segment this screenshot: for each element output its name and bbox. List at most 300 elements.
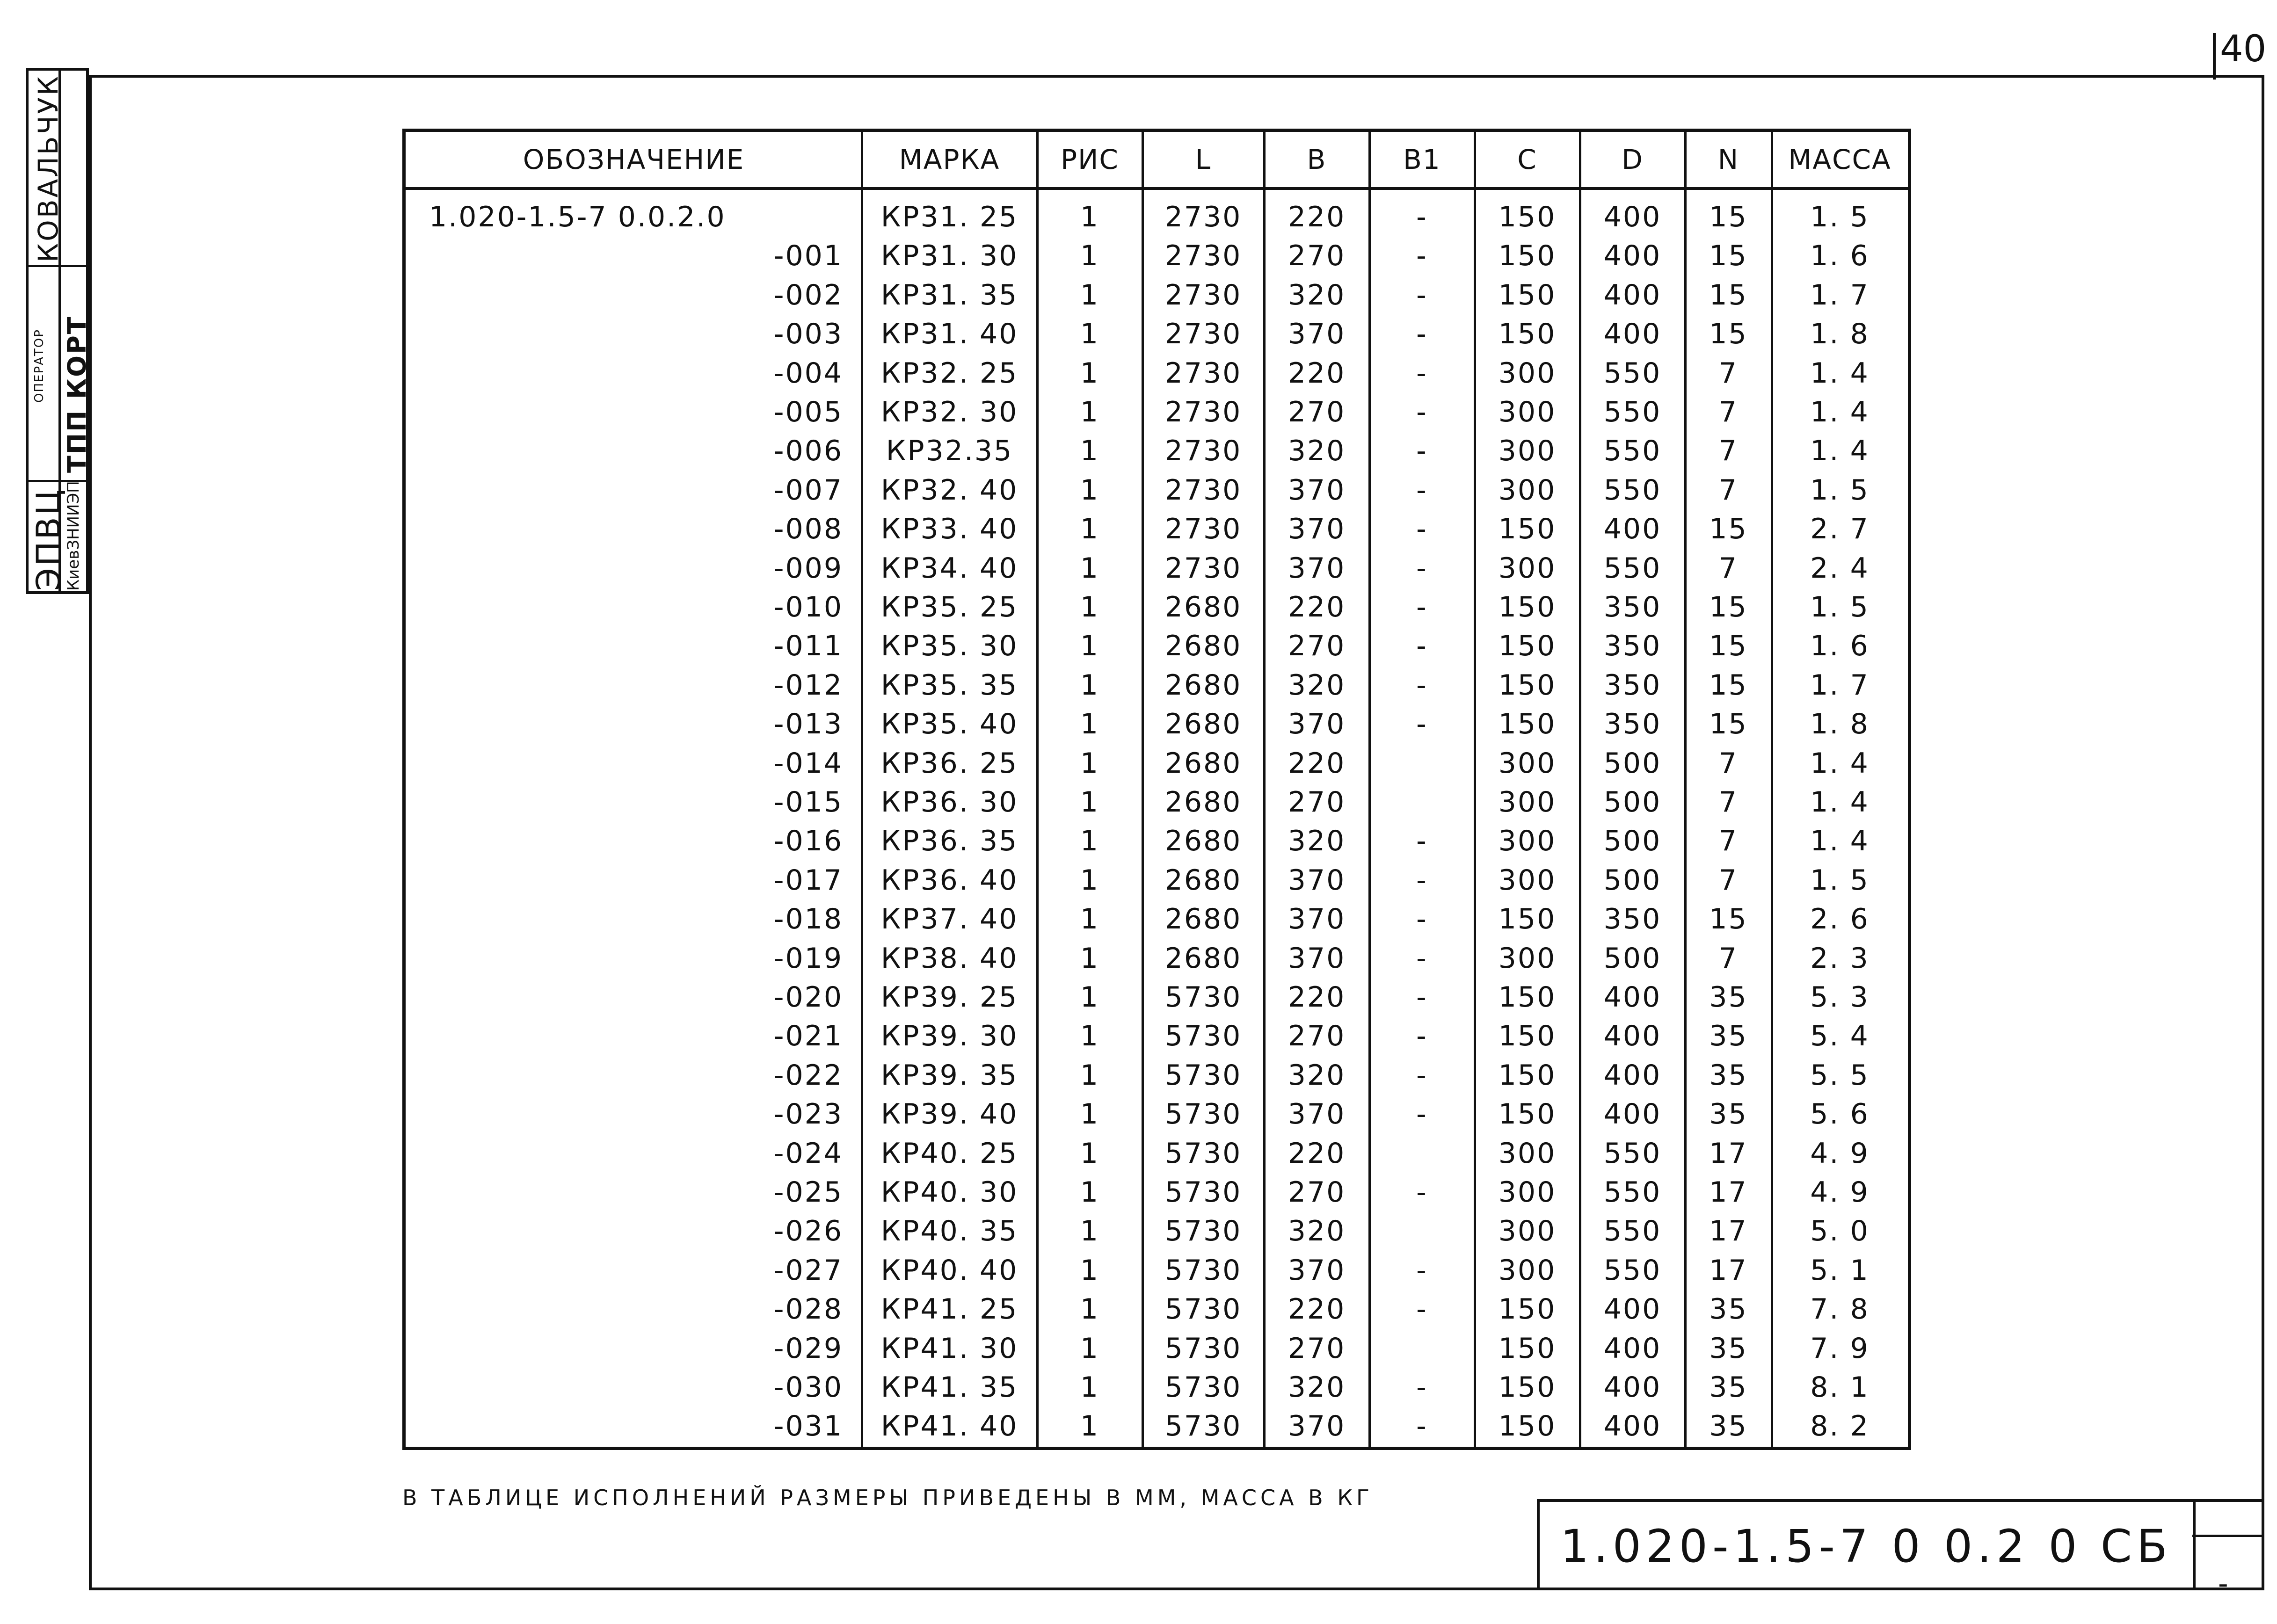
table-row <box>406 197 1908 237</box>
cell-mark: КР35. 40 <box>880 708 1018 741</box>
cell-mark: КР41. 40 <box>880 1410 1018 1443</box>
cell-mark: КР39. 35 <box>880 1058 1018 1092</box>
cell-c: 150 <box>1498 708 1557 741</box>
cell-mark: КР31. 25 <box>880 201 1018 233</box>
cell-mark: КР36. 40 <box>880 863 1018 897</box>
cell-fig: 1 <box>1080 825 1100 858</box>
cell-n: 17 <box>1709 1254 1748 1287</box>
cell-designation: -015 <box>773 786 843 819</box>
cell-mark: КР32. 25 <box>880 356 1018 390</box>
table-row <box>406 704 1908 744</box>
cell-c: 300 <box>1498 863 1557 897</box>
cell-fig: 1 <box>1080 903 1100 936</box>
cell-b: 220 <box>1288 747 1346 780</box>
cell-b: 220 <box>1288 1137 1346 1170</box>
cell-b: 270 <box>1288 1176 1346 1209</box>
cell-d: 500 <box>1603 747 1662 780</box>
cell-fig: 1 <box>1080 1058 1100 1092</box>
cell-designation: -018 <box>773 903 843 936</box>
header-designation: ОБОЗНАЧЕНИЕ <box>523 144 745 175</box>
cell-b: 220 <box>1288 591 1346 624</box>
cell-d: 550 <box>1603 1137 1662 1170</box>
cell-mark: КР35. 30 <box>880 630 1018 663</box>
cell-c: 150 <box>1498 201 1557 233</box>
cell-d: 550 <box>1603 1215 1662 1248</box>
cell-d: 400 <box>1603 1293 1662 1326</box>
cell-mass: 1. 5 <box>1810 591 1870 624</box>
cell-b: 270 <box>1288 786 1346 819</box>
cell-b1: - <box>1416 1098 1428 1131</box>
header-l: L <box>1195 144 1212 175</box>
table-row <box>406 431 1908 471</box>
cell-designation: -022 <box>773 1058 843 1092</box>
cell-b1: - <box>1416 1293 1428 1326</box>
stamp-org: ЭПВЦ <box>29 488 68 591</box>
cell-b: 370 <box>1288 708 1346 741</box>
cell-l: 5730 <box>1164 1332 1242 1365</box>
header-mark: МАРКА <box>899 144 1000 175</box>
title-block-sheet <box>2192 1499 2264 1600</box>
sheet-mark: - <box>2218 1567 2228 1600</box>
cell-d: 550 <box>1603 435 1662 468</box>
cell-n: 17 <box>1709 1176 1748 1209</box>
cell-fig: 1 <box>1080 747 1100 780</box>
cell-mass: 8. 2 <box>1810 1410 1870 1443</box>
cell-mass: 5. 6 <box>1810 1098 1870 1131</box>
cell-d: 400 <box>1603 201 1662 233</box>
cell-d: 400 <box>1603 278 1662 312</box>
table-row <box>406 666 1908 705</box>
cell-designation: -010 <box>773 591 843 624</box>
table-note: В ТАБЛИЦЕ ИСПОЛНЕНИЙ РАЗМЕРЫ ПРИВЕДЕНЫ В ММ, МАССА В КГ <box>402 1485 1374 1510</box>
cell-b1: - <box>1416 942 1428 975</box>
cell-n: 7 <box>1718 396 1739 428</box>
cell-n: 35 <box>1709 1293 1748 1326</box>
spec-table <box>402 129 1911 1450</box>
cell-l: 2680 <box>1164 903 1242 936</box>
cell-d: 550 <box>1603 356 1662 390</box>
cell-b: 370 <box>1288 513 1346 546</box>
cell-b1: - <box>1416 1020 1428 1053</box>
cell-mark: КР40. 25 <box>880 1137 1018 1170</box>
cell-fig: 1 <box>1080 551 1100 585</box>
cell-mass: 1. 8 <box>1810 708 1870 741</box>
cell-mass: 4. 9 <box>1810 1137 1870 1170</box>
cell-c: 150 <box>1498 903 1557 936</box>
cell-c: 300 <box>1498 825 1557 858</box>
cell-n: 35 <box>1709 1332 1748 1365</box>
cell-b1: - <box>1416 825 1428 858</box>
cell-mass: 8. 1 <box>1810 1371 1870 1404</box>
cell-fig: 1 <box>1080 942 1100 975</box>
cell-d: 500 <box>1603 786 1662 819</box>
cell-mark: КР39. 25 <box>880 981 1018 1014</box>
cell-d: 350 <box>1603 668 1662 702</box>
cell-mark: КР31. 40 <box>880 318 1018 351</box>
table-row <box>406 549 1908 588</box>
cell-l: 5730 <box>1164 1137 1242 1170</box>
cell-mark: КР41. 35 <box>880 1371 1018 1404</box>
cell-designation: -004 <box>773 356 843 390</box>
cell-b1: - <box>1416 1410 1428 1443</box>
cell-b1 <box>1369 1134 1475 1173</box>
table-row <box>406 626 1908 666</box>
cell-l: 2680 <box>1164 708 1242 741</box>
cell-mass: 7. 9 <box>1810 1332 1870 1365</box>
cell-designation: -027 <box>773 1254 843 1287</box>
cell-fig: 1 <box>1080 1215 1100 1248</box>
cell-mark: КР31. 30 <box>880 239 1018 273</box>
table-row <box>406 939 1908 978</box>
cell-l: 2730 <box>1164 239 1242 273</box>
cell-b1: - <box>1416 708 1428 741</box>
cell-b: 220 <box>1288 981 1346 1014</box>
cell-l: 5730 <box>1164 1176 1242 1209</box>
cell-b: 370 <box>1288 318 1346 351</box>
cell-c: 300 <box>1498 1215 1557 1248</box>
cell-mass: 1. 4 <box>1810 747 1870 780</box>
table-row <box>406 236 1908 276</box>
header-rule <box>406 187 1908 190</box>
cell-designation: -003 <box>773 318 843 351</box>
stamp-dept-cell <box>29 267 92 482</box>
cell-mass: 1. 7 <box>1810 668 1870 702</box>
table-row <box>406 821 1908 861</box>
cell-n: 15 <box>1709 239 1748 273</box>
cell-fig: 1 <box>1080 630 1100 663</box>
cell-designation: -012 <box>773 668 843 702</box>
cell-fig: 1 <box>1080 1137 1100 1170</box>
cell-d: 400 <box>1603 318 1662 351</box>
table-row <box>406 1056 1908 1095</box>
cell-mass: 2. 4 <box>1810 551 1870 585</box>
cell-n: 35 <box>1709 1058 1748 1092</box>
cell-l: 2680 <box>1164 747 1242 780</box>
cell-c: 150 <box>1498 1410 1557 1443</box>
cell-n: 15 <box>1709 903 1748 936</box>
cell-d: 400 <box>1603 981 1662 1014</box>
cell-b1 <box>1369 1329 1475 1368</box>
cell-designation: -007 <box>773 473 843 507</box>
cell-n: 17 <box>1709 1137 1748 1170</box>
cell-n: 35 <box>1709 981 1748 1014</box>
cell-mass: 5. 5 <box>1810 1058 1870 1092</box>
cell-mass: 1. 6 <box>1810 630 1870 663</box>
cell-l: 5730 <box>1164 1058 1242 1092</box>
cell-mark: КР32.35 <box>886 435 1013 468</box>
cell-fig: 1 <box>1080 786 1100 819</box>
cell-mass: 5. 3 <box>1810 981 1870 1014</box>
cell-n: 15 <box>1709 513 1748 546</box>
cell-b1 <box>1369 1211 1475 1251</box>
title-block-code: 1.020-1.5-7 0 0.2 0 СБ <box>1537 1499 2196 1590</box>
cell-n: 7 <box>1718 473 1739 507</box>
cell-l: 5730 <box>1164 1098 1242 1131</box>
cell-c: 150 <box>1498 630 1557 663</box>
cell-d: 500 <box>1603 825 1662 858</box>
cell-b1: - <box>1416 903 1428 936</box>
cell-b1: - <box>1416 1176 1428 1209</box>
cell-b: 370 <box>1288 903 1346 936</box>
cell-mark: КР36. 35 <box>880 825 1018 858</box>
approval-stamp <box>26 68 92 594</box>
cell-fig: 1 <box>1080 239 1100 273</box>
cell-designation: -001 <box>773 239 843 273</box>
cell-designation: 1.020-1.5-7 0.0.2.0 <box>429 201 726 233</box>
cell-c: 150 <box>1498 1058 1557 1092</box>
cell-b1: - <box>1416 1254 1428 1287</box>
cell-b1: - <box>1416 201 1428 233</box>
stamp-dept-label: ОПЕРАТОР <box>32 329 46 403</box>
table-row <box>406 276 1908 315</box>
cell-c: 150 <box>1498 513 1557 546</box>
cell-designation: -019 <box>773 942 843 975</box>
cell-n: 7 <box>1718 747 1739 780</box>
cell-b: 320 <box>1288 435 1346 468</box>
cell-n: 15 <box>1709 708 1748 741</box>
cell-l: 5730 <box>1164 1410 1242 1443</box>
cell-mark: КР33. 40 <box>880 513 1018 546</box>
table-row <box>406 1329 1908 1368</box>
cell-b: 220 <box>1288 201 1346 233</box>
cell-mark: КР31. 35 <box>880 278 1018 312</box>
stamp-org-cell <box>29 482 86 594</box>
cell-l: 5730 <box>1164 1020 1242 1053</box>
cell-mass: 1. 7 <box>1810 278 1870 312</box>
table-row <box>406 509 1908 549</box>
cell-designation: -005 <box>773 396 843 428</box>
cell-mark: КР40. 30 <box>880 1176 1018 1209</box>
cell-n: 7 <box>1718 863 1739 897</box>
cell-d: 500 <box>1603 942 1662 975</box>
cell-mass: 1. 8 <box>1810 318 1870 351</box>
cell-c: 300 <box>1498 473 1557 507</box>
cell-designation: -017 <box>773 863 843 897</box>
cell-designation: -009 <box>773 551 843 585</box>
cell-b1 <box>1369 744 1475 783</box>
cell-b1: - <box>1416 239 1428 273</box>
table-row <box>406 1290 1908 1329</box>
cell-mass: 4. 9 <box>1810 1176 1870 1209</box>
cell-c: 150 <box>1498 239 1557 273</box>
table-row <box>406 1211 1908 1251</box>
cell-mass: 1. 4 <box>1810 356 1870 390</box>
cell-b: 370 <box>1288 942 1346 975</box>
cell-fig: 1 <box>1080 278 1100 312</box>
cell-mark: КР32. 30 <box>880 396 1018 428</box>
cell-d: 550 <box>1603 1176 1662 1209</box>
cell-mark: КР41. 30 <box>880 1332 1018 1365</box>
cell-fig: 1 <box>1080 1293 1100 1326</box>
cell-n: 7 <box>1718 786 1739 819</box>
table-row <box>406 783 1908 822</box>
cell-n: 7 <box>1718 942 1739 975</box>
cell-n: 7 <box>1718 435 1739 468</box>
cell-designation: -025 <box>773 1176 843 1209</box>
cell-d: 550 <box>1603 396 1662 428</box>
cell-d: 500 <box>1603 863 1662 897</box>
cell-b1: - <box>1416 981 1428 1014</box>
cell-designation: -030 <box>773 1371 843 1404</box>
cell-b1: - <box>1416 1058 1428 1092</box>
cell-mark: КР36. 30 <box>880 786 1018 819</box>
cell-d: 400 <box>1603 239 1662 273</box>
cell-c: 300 <box>1498 1254 1557 1287</box>
cell-n: 15 <box>1709 591 1748 624</box>
cell-d: 350 <box>1603 708 1662 741</box>
stamp-dept: ТПП КОРТ <box>62 315 92 473</box>
cell-fig: 1 <box>1080 1020 1100 1053</box>
cell-mass: 7. 8 <box>1810 1293 1870 1326</box>
table-row <box>406 392 1908 432</box>
cell-c: 150 <box>1498 981 1557 1014</box>
cell-fig: 1 <box>1080 708 1100 741</box>
cell-c: 300 <box>1498 435 1557 468</box>
cell-fig: 1 <box>1080 396 1100 428</box>
cell-b: 320 <box>1288 1215 1346 1248</box>
cell-mark: КР34. 40 <box>880 551 1018 585</box>
cell-fig: 1 <box>1080 1098 1100 1131</box>
table-row <box>406 861 1908 900</box>
stamp-person-cell <box>29 71 86 267</box>
header-b: B <box>1307 144 1327 175</box>
cell-designation: -014 <box>773 747 843 780</box>
cell-fig: 1 <box>1080 435 1100 468</box>
cell-b1: - <box>1416 551 1428 585</box>
cell-c: 300 <box>1498 942 1557 975</box>
cell-l: 2680 <box>1164 825 1242 858</box>
sheet-divider <box>2192 1535 2264 1537</box>
cell-mark: КР37. 40 <box>880 903 1018 936</box>
cell-mass: 1. 5 <box>1810 863 1870 897</box>
header-b1: B1 <box>1403 144 1441 175</box>
table-row <box>406 1251 1908 1290</box>
cell-fig: 1 <box>1080 1176 1100 1209</box>
cell-b: 270 <box>1288 630 1346 663</box>
cell-n: 15 <box>1709 278 1748 312</box>
cell-l: 2680 <box>1164 668 1242 702</box>
cell-d: 400 <box>1603 1058 1662 1092</box>
table-row <box>406 471 1908 510</box>
header-mass: МАССА <box>1788 144 1891 175</box>
table-row <box>406 744 1908 783</box>
cell-c: 150 <box>1498 1020 1557 1053</box>
cell-l: 2730 <box>1164 356 1242 390</box>
cell-l: 2730 <box>1164 473 1242 507</box>
page-number-tick <box>2213 33 2216 80</box>
cell-d: 550 <box>1603 473 1662 507</box>
cell-b: 320 <box>1288 825 1346 858</box>
cell-l: 2680 <box>1164 630 1242 663</box>
cell-designation: -020 <box>773 981 843 1014</box>
cell-l: 2730 <box>1164 278 1242 312</box>
cell-b: 320 <box>1288 278 1346 312</box>
table-row <box>406 354 1908 393</box>
stamp-person: КОВАЛЬЧУК <box>32 74 64 262</box>
cell-mass: 1. 4 <box>1810 786 1870 819</box>
table-row <box>406 1368 1908 1407</box>
cell-n: 7 <box>1718 551 1739 585</box>
cell-l: 2730 <box>1164 551 1242 585</box>
table-row <box>406 978 1908 1017</box>
cell-mass: 1. 5 <box>1810 201 1870 233</box>
cell-mass: 2. 6 <box>1810 903 1870 936</box>
cell-b: 370 <box>1288 1410 1346 1443</box>
cell-l: 5730 <box>1164 1215 1242 1248</box>
cell-d: 400 <box>1603 513 1662 546</box>
cell-b: 320 <box>1288 1058 1346 1092</box>
cell-fig: 1 <box>1080 201 1100 233</box>
cell-designation: -013 <box>773 708 843 741</box>
cell-mark: КР40. 35 <box>880 1215 1018 1248</box>
cell-b1: - <box>1416 278 1428 312</box>
table-row <box>406 314 1908 354</box>
cell-designation: -026 <box>773 1215 843 1248</box>
cell-mass: 5. 1 <box>1810 1254 1870 1287</box>
header-n: N <box>1717 144 1739 175</box>
cell-c: 300 <box>1498 1176 1557 1209</box>
header-fig: РИС <box>1061 144 1119 175</box>
cell-mark: КР40. 40 <box>880 1254 1018 1287</box>
cell-b1: - <box>1416 630 1428 663</box>
cell-b1: - <box>1416 473 1428 507</box>
cell-mark: КР35. 35 <box>880 668 1018 702</box>
cell-designation: -028 <box>773 1293 843 1326</box>
cell-fig: 1 <box>1080 318 1100 351</box>
cell-b1: - <box>1416 356 1428 390</box>
cell-designation: -024 <box>773 1137 843 1170</box>
cell-fig: 1 <box>1080 981 1100 1014</box>
cell-d: 550 <box>1603 1254 1662 1287</box>
cell-c: 300 <box>1498 747 1557 780</box>
cell-d: 400 <box>1603 1098 1662 1131</box>
table-row <box>406 1016 1908 1056</box>
table-row <box>406 587 1908 627</box>
cell-c: 300 <box>1498 1137 1557 1170</box>
table-row <box>406 1095 1908 1134</box>
cell-d: 400 <box>1603 1410 1662 1443</box>
table-row <box>406 1406 1908 1446</box>
cell-fig: 1 <box>1080 668 1100 702</box>
cell-designation: -011 <box>773 630 843 663</box>
cell-mark: КР38. 40 <box>880 942 1018 975</box>
cell-designation: -023 <box>773 1098 843 1131</box>
cell-fig: 1 <box>1080 863 1100 897</box>
cell-fig: 1 <box>1080 591 1100 624</box>
cell-b1: - <box>1416 668 1428 702</box>
cell-mass: 1. 4 <box>1810 396 1870 428</box>
cell-c: 150 <box>1498 278 1557 312</box>
cell-b: 320 <box>1288 1371 1346 1404</box>
cell-designation: -016 <box>773 825 843 858</box>
cell-designation: -006 <box>773 435 843 468</box>
cell-d: 400 <box>1603 1020 1662 1053</box>
cell-n: 35 <box>1709 1371 1748 1404</box>
cell-mass: 2. 7 <box>1810 513 1870 546</box>
cell-designation: -002 <box>773 278 843 312</box>
cell-mark: КР35. 25 <box>880 591 1018 624</box>
header-d: D <box>1622 144 1644 175</box>
cell-l: 2730 <box>1164 201 1242 233</box>
cell-b1 <box>1369 783 1475 822</box>
cell-fig: 1 <box>1080 513 1100 546</box>
cell-c: 150 <box>1498 1098 1557 1131</box>
cell-c: 150 <box>1498 668 1557 702</box>
cell-b: 270 <box>1288 396 1346 428</box>
stamp-org-sub: КиевЗНИИЭП <box>64 481 83 591</box>
cell-n: 7 <box>1718 356 1739 390</box>
cell-b1: - <box>1416 396 1428 428</box>
